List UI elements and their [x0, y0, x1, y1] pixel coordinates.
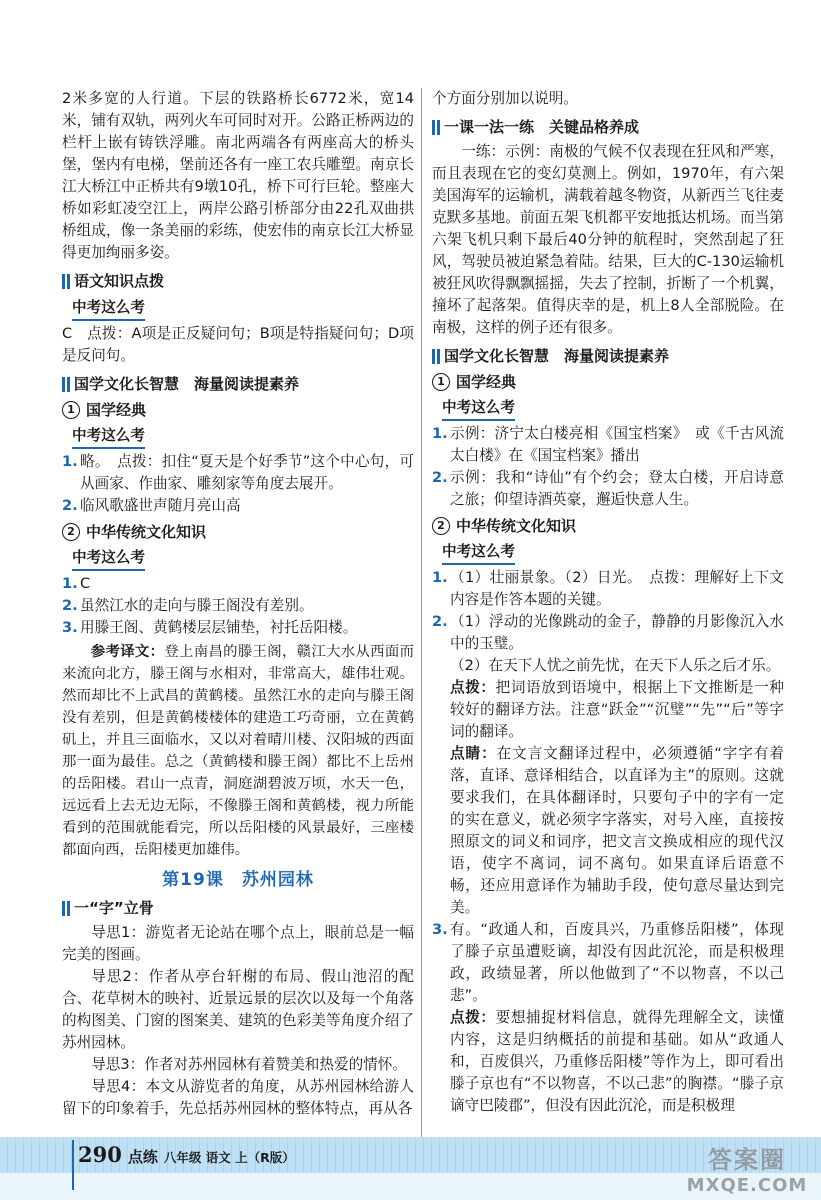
- section-bars-icon: [62, 377, 70, 392]
- guide-paragraph: 导思2：作者从亭台轩榭的布局、假山池沼的配合、花草树木的映衬、近景远景的层次以及每一个角落的构图美、门窗的图案美、建筑的色彩美等角度介绍了苏州园林。: [62, 968, 414, 1051]
- guide-paragraph: 导思4：本文从游览者的角度，从苏州园林给游人留下的印象着手，先总括苏州园林的整体特点，再从各: [62, 1078, 414, 1117]
- guide-paragraph: 导思3：作者对苏州园林有着赞美和热爱的情怀。: [91, 1056, 407, 1073]
- section-bars-icon: [432, 120, 440, 135]
- right-column: [432, 88, 784, 1117]
- section-bars-icon: [62, 901, 70, 916]
- answer-item: 1. 示例：济宁太白楼亮相《国宝档案》 或《千古风流太白楼》在《国宝档案》播出: [432, 425, 784, 464]
- page-number: 290: [78, 1142, 122, 1167]
- answer-item: 2. 虽然江水的走向与滕王阁没有差别。: [62, 597, 314, 614]
- exam-tag: 中考这么考: [442, 397, 515, 421]
- circled-number-icon: 1: [432, 373, 450, 391]
- answer-item: 2. （1）浮动的光像跳动的金子，静静的月影像沉入水中的玉璧。 （2）在天下人忧之前先忧，在天下人乐之后才乐。 点拨：把词语放到语境中，根据上下文推断是一种较好的翻译方法。注意“跃金”“沉璧”“先”“后”等字词的翻译。 点睛：在文言文翻译过程中，必须遵循“字字有着落，直译、意译相结合，以直译为主”的原则。这就要求我们，在具体翻译时，只要句子中的字有一定的实在意义，就必须字字落实，对号入座，直接按照原文的词义和词序，把文言文换成相应的现代汉语，使字不离词，词不离句。如果直译后语意不畅，还应用意译作为辅助手段，使句意尽量达到完美。: [432, 611, 784, 919]
- section-bars-icon: [62, 274, 70, 289]
- circled-number-icon: 1: [62, 401, 80, 419]
- section-heading-structure: 一“字”立骨: [62, 897, 414, 919]
- lesson-title: 第19课 苏州园林: [162, 870, 314, 890]
- site-watermark: 答案圈 MXQE.COM: [686, 1146, 808, 1196]
- continued-line: 个方面分别加以说明。: [432, 90, 578, 107]
- tip-paragraph: 点睛：在文言文翻译过程中，必须遵循“字字有着落，直译、意译相结合，以直译为主”的原则。这就要求我们，在具体翻译时，只要句子中的字有一定的实在意义，就必须字字落实，对号入座，直接按照原文的词义和词序，把文言文换成相应的现代汉语，使字不离词，词不离句。如果直译后语意不畅，还应用意译作为辅助手段，使句意尽量达到完美。: [450, 745, 784, 916]
- answer-item: 1. （1）壮丽景象。（2）日光。 点拨：理解好上下文内容是作答本题的关键。: [432, 569, 784, 608]
- left-column: [62, 88, 414, 1120]
- exam-tag: 中考这么考: [72, 425, 145, 449]
- hint-paragraph: 点拨：把词语放到语境中，根据上下文推断是一种较好的翻译方法。注意“跃金”“沉璧”“先”“后”等字词的翻译。: [450, 679, 784, 740]
- reference-translation: 参考译文：登上南昌的滕王阁，赣江大水从西面而来流向北方，滕王阁与水相对，非常高大，雄伟壮观。然而却比不上武昌的黄鹤楼。虽然江水的走向与滕王阁没有差别，但是黄鹤楼楼体的建造工巧奇丽，立在黄鹤矶上，并且三面临水，又以对着晴川楼、汉阳城的西面那一面为最佳。总之（黄鹤楼和滕王阁）都比不上岳州的岳阳楼。君山一点青，洞庭湖碧波万顷，水天一色，远远看上去无边无际，不像滕王阁和黄鹤楼，视力所能看到的范围就能看完，所以岳阳楼的风景最好，三座楼都面向西，岳阳楼更加雄伟。: [62, 643, 414, 858]
- answer-item: 3. 有。“政通人和，百废具兴，乃重修岳阳楼”，体现了滕子京虽遭贬谪，却没有因此沉沦，而是积极理政，政绩显著，所以他做到了“不以物喜，不以己悲”。 点拨：要想捕捉材料信息，就得先理解全文，读懂内容，这是归纳概括的前提和基础。如从“政通人和，百废俱兴，乃重修岳阳楼”等作为上，即可看出滕子京也有“不以物喜，不以己悲”的胸襟。“滕子京谪守巴陵郡”，但没有因此沉沦，而是积极理: [432, 919, 784, 1117]
- bridge-paragraph: 2米多宽的人行道。下层的铁路桥长6772米，宽14米，铺有双轨，两列火车可同时对开。公路正桥两边的栏杆上嵌有铸铁浮雕。南北两端各有两座高大的桥头堡，堡内有电梯，堡前还各有一座工农兵雕塑。南京长江大桥江中正桥共有9墩10孔，桥下可行巨轮。整座大桥如彩虹凌空江上，两岸公路引桥部分由22孔双曲拱桥组成，像一条美丽的彩练，使宏伟的南京长江大桥显得更加绚丽多姿。: [62, 90, 414, 261]
- page-footer: [78, 1142, 295, 1167]
- knowledge-answer: C 点拨：A项是正反疑问句；B项是特指疑问句；D项是反问句。: [62, 325, 414, 364]
- practice-answer: 一练：示例：南极的气候不仅表现在狂风和严寒，而且表现在它的变幻莫测上。例如，1970年，有六架美国海军的运输机，满载着越冬物资，从新西兰飞往麦克默多基地。前面五架飞机都平安地抵达机场。而当第六架飞机只剩下最后40分钟的航程时，突然刮起了狂风，驾驶员被迫紧急着陆。结果，巨大的C-130运输机被狂风吹得飘飘摇摇，失去了控制，折断了一个机翼，撞坏了起落架。值得庆幸的是，机上8人全部脱险。在南极，这样的例子还有很多。: [432, 143, 784, 336]
- subheading-classics: 1 国学经典: [432, 371, 784, 393]
- circled-number-icon: 2: [432, 517, 450, 535]
- column-divider: [421, 88, 422, 1138]
- section-bars-icon: [432, 349, 440, 364]
- section-heading-knowledge: 语文知识点拨: [62, 270, 414, 292]
- section-heading-guoxue: 国学文化长智慧 海量阅读提素养: [62, 373, 414, 395]
- guide-paragraph: 导思1：游览者无论站在哪个点上，眼前总是一幅完美的图画。: [62, 924, 414, 963]
- book-name: 点练: [127, 1148, 158, 1166]
- answer-item: 2. 示例：我和“诗仙”有个约会；登太白楼，开启诗意之旅；仰望诗酒英豪，邂逅快意人生。: [432, 469, 784, 508]
- subheading-culture: 2 中华传统文化知识: [432, 515, 784, 537]
- exam-tag: 中考这么考: [72, 297, 145, 321]
- circled-number-icon: 2: [62, 523, 80, 541]
- section-heading-method: 一课一法一练 关键品格养成: [432, 116, 784, 138]
- answer-item: 1. C: [62, 575, 91, 592]
- exam-tag: 中考这么考: [442, 541, 515, 565]
- subheading-classics: 1 国学经典: [62, 399, 414, 421]
- grade-label: 八年级 语文 上（R版）: [163, 1150, 295, 1165]
- answer-item: 2. 临风歌盛世声随月亮山高: [62, 497, 241, 514]
- answer-item: 1. 略。 点拨：扣住“夏天是个好季节”这个中心句，可从画家、作曲家、雕刻家等角度去展开。: [62, 453, 414, 492]
- footer-rule: [72, 1140, 74, 1190]
- answer-item: 3. 用滕王阁、黄鹤楼层层铺垫，衬托岳阳楼。: [62, 619, 358, 636]
- exam-tag: 中考这么考: [72, 547, 145, 571]
- hint-paragraph: 点拨：要想捕捉材料信息，就得先理解全文，读懂内容，这是归纳概括的前提和基础。如从“政通人和，百废俱兴，乃重修岳阳楼”等作为上，即可看出滕子京也有“不以物喜，不以己悲”的胸襟。“滕子京谪守巴陵郡”，但没有因此沉沦，而是积极理: [450, 1009, 784, 1114]
- section-heading-guoxue: 国学文化长智慧 海量阅读提素养: [432, 345, 784, 367]
- subheading-culture: 2 中华传统文化知识: [62, 521, 414, 543]
